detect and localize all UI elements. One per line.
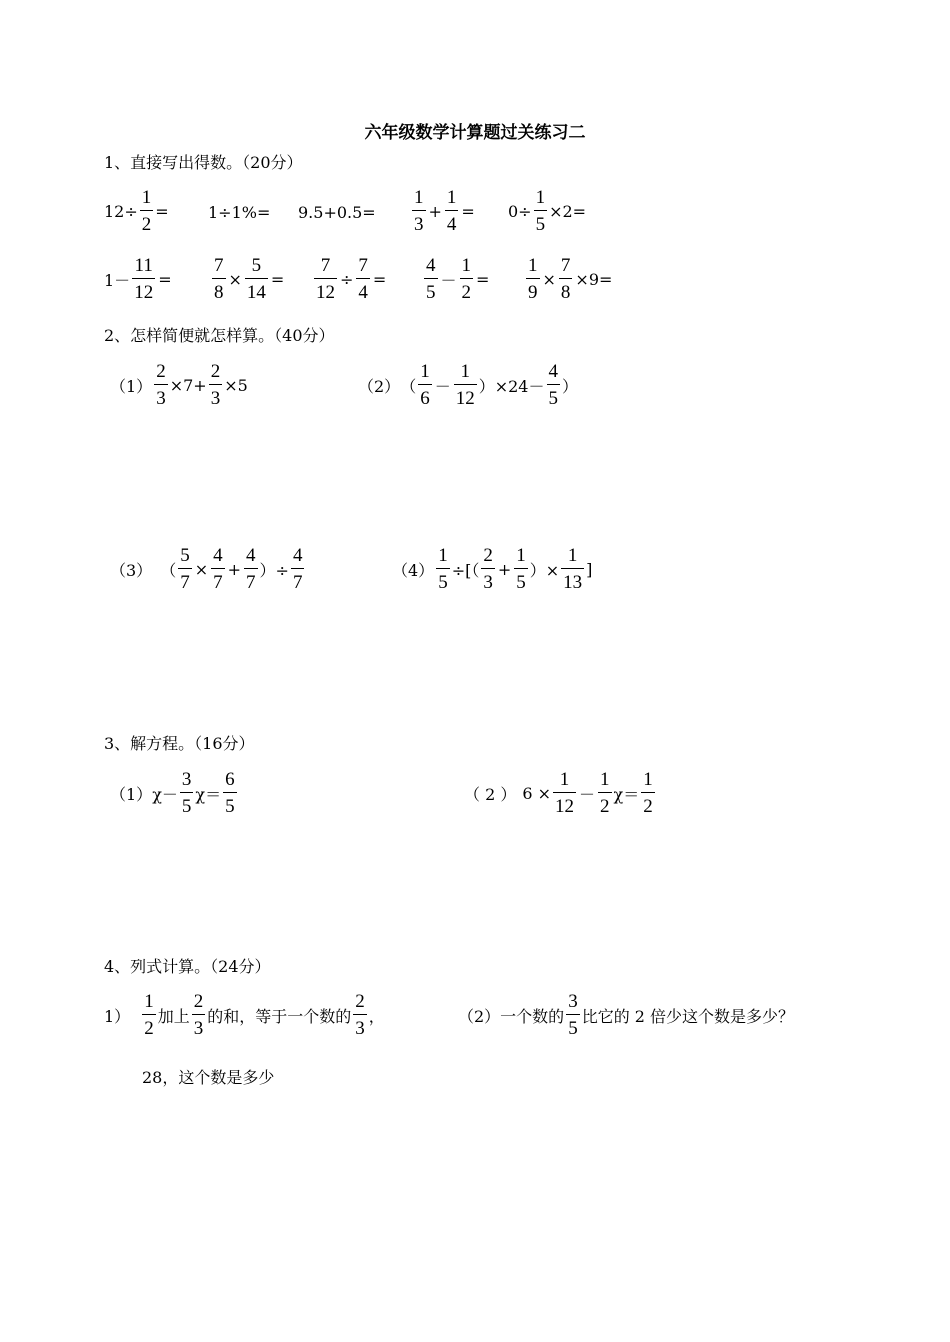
expr-text: χ－ [152,784,178,804]
expr-text: = [155,201,169,221]
row2-item-a [104,256,173,302]
expr-text: ] [586,559,593,579]
q3-problem-2 [464,770,657,816]
fraction: $\frac{5}{14}$ [246,255,266,303]
row2-item-e [524,256,613,302]
row2-item-d [422,256,490,302]
fraction: $\frac{1}{12}$ [555,769,575,817]
fraction: $\frac{1}{5}$ [535,187,546,235]
fraction: $\frac{2}{3}$ [483,545,493,593]
expr-text: ）÷ [259,560,289,580]
fraction: $\frac{4}{5}$ [426,255,436,303]
fraction: $\frac{4}{7}$ [213,545,223,593]
expr-text: ）×24－ [478,376,545,396]
fraction: $\frac{4}{5}$ [548,361,558,409]
expr-text: （ [400,376,417,396]
expr-text: 比它的 2 倍少这个数是多少？ [581,1006,795,1026]
problem-label: 1） [104,1006,131,1026]
fraction: $\frac{1}{4}$ [446,187,457,235]
fraction: $\frac{1}{2}$ [600,769,610,817]
operator: × [194,559,209,579]
expr-text: ÷[（ [451,560,480,580]
operator: + [227,559,242,579]
fraction: $\frac{4}{7}$ [292,545,303,593]
operator: × [542,269,556,289]
expr-text: ×7+ [169,375,207,395]
fraction: $\frac{2}{3}$ [193,991,204,1039]
expr-text: ×2= [549,201,587,221]
fraction: $\frac{1}{6}$ [420,361,430,409]
expr-text: ， [368,1006,385,1026]
q4-problem-2 [458,992,794,1038]
row1-item-e [508,188,586,234]
expr-text: χ＝ [613,784,640,804]
fraction: $\frac{1}{13}$ [563,545,583,593]
expr-text: 0÷ [508,201,532,221]
fraction: $\frac{2}{3}$ [156,361,166,409]
section-1-heading: 1、直接写出得数。（20分） [104,153,303,172]
expr-text: 12÷ [104,201,138,221]
fraction: $\frac{7}{8}$ [560,255,571,303]
operator: + [428,201,442,221]
row1-item-c: 9.5+0.5= [298,203,376,222]
expr-text: ）× [529,560,560,580]
fraction: $\frac{1}{5}$ [438,545,448,593]
problem-label: （ 2 ） [464,784,517,804]
row1-item-d [410,188,476,234]
fraction: $\frac{2}{3}$ [210,361,221,409]
operator: － [434,376,451,396]
expr-text: = [158,269,172,289]
q4-problem-1-continued: 28，这个数是多少 [142,1068,275,1087]
fraction: $\frac{1}{9}$ [528,255,538,303]
fraction: $\frac{1}{2}$ [144,991,154,1039]
expr-text: = [270,269,285,289]
expr-text: 1－ [104,270,131,290]
section-2-heading: 2、怎样简便就怎样算。（40分） [104,326,335,345]
expr-text: ×5 [224,375,248,395]
fraction: $\frac{1}{12}$ [455,361,475,409]
problem-label: （4） [392,560,435,580]
expr-text: 加上 [157,1006,190,1026]
page-title: 六年级数学计算题过关练习二 [364,123,586,143]
problem-label: （2）一个数的 [458,1006,565,1026]
fraction: $\frac{7}{8}$ [214,255,224,303]
fraction: $\frac{1}{2}$ [141,187,152,235]
expr-text: = [461,201,475,221]
q2-problem-4 [392,546,592,592]
fraction: $\frac{1}{3}$ [414,187,424,235]
fraction: $\frac{1}{2}$ [461,255,472,303]
problem-label: （2） [358,376,401,396]
problem-label: （1） [110,784,153,804]
section-4-heading: 4、列式计算。（24分） [104,957,271,976]
row1-item-b: 1÷1%= [208,203,271,222]
fraction: $\frac{7}{12}$ [316,255,335,303]
fraction: $\frac{6}{5}$ [225,769,235,817]
expr-text: = [476,269,490,289]
problem-label: （1） [110,376,153,396]
expr-text: 6 × [522,783,552,803]
fraction: $\frac{5}{7}$ [180,545,190,593]
fraction: $\frac{3}{5}$ [568,991,578,1039]
fraction: $\frac{7}{4}$ [358,255,368,303]
row2-item-b [210,256,285,302]
fraction: $\frac{2}{3}$ [355,991,365,1039]
expr-text: 的和，等于一个数的 [207,1006,352,1026]
row2-item-c [312,256,387,302]
fraction: $\frac{3}{5}$ [181,769,192,817]
fraction: $\frac{1}{2}$ [643,769,653,817]
q4-problem-1 [104,992,385,1038]
problem-label: （3） [110,560,153,580]
expr-text: （ [160,560,177,580]
q3-problem-1 [110,770,239,816]
fraction: $\frac{11}{12}$ [134,255,154,303]
expr-text: = [372,269,387,289]
q2-problem-1 [110,362,248,408]
operator: × [228,269,242,289]
fraction: $\frac{4}{7}$ [246,545,256,593]
operator: － [579,784,596,804]
operator: － [440,270,457,290]
operator: + [497,559,512,579]
section-3-heading: 3、解方程。（16分） [104,734,255,753]
row1-item-a [104,188,169,234]
q2-problem-3 [110,546,306,592]
q2-problem-2 [358,362,578,408]
expr-text: χ＝ [195,784,222,804]
expr-text: ） [562,376,579,396]
operator: ÷ [340,269,354,289]
expr-text: ×9= [575,269,613,289]
fraction: $\frac{1}{5}$ [516,545,526,593]
